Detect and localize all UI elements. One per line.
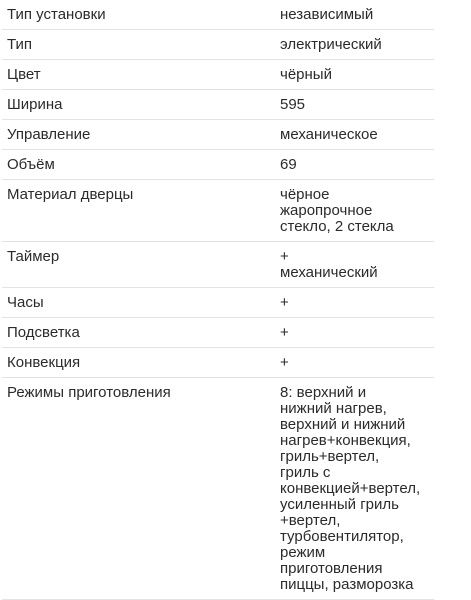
- spec-row-color: [2, 60, 434, 90]
- spec-value: + механический: [280, 248, 378, 281]
- spec-value: независимый: [280, 6, 374, 23]
- spec-value: +: [280, 294, 289, 311]
- spec-value: 69: [280, 156, 297, 173]
- spec-value: +: [280, 354, 289, 371]
- spec-name: Часы: [7, 294, 44, 311]
- spec-name: Режимы приготовления: [7, 384, 171, 401]
- spec-name: Подсветка: [7, 324, 80, 341]
- spec-name: Управление: [7, 126, 91, 143]
- spec-row-door-material: [2, 180, 434, 242]
- spec-name: Тип: [7, 36, 33, 53]
- spec-value: чёрный: [280, 66, 332, 83]
- spec-name: Материал дверцы: [7, 186, 134, 203]
- spec-row-backlight: [2, 318, 434, 348]
- spec-row-timer: [2, 242, 434, 288]
- spec-name: Цвет: [7, 66, 41, 83]
- spec-value: чёрное жаропрочное стекло, 2 стекла: [280, 186, 394, 235]
- spec-row-cooking-modes: [2, 378, 434, 600]
- spec-name: Конвекция: [7, 354, 81, 371]
- spec-row-clock: [2, 288, 434, 318]
- spec-name: Объём: [7, 156, 55, 173]
- spec-row-installation-type: [2, 0, 434, 30]
- spec-name: Таймер: [7, 248, 60, 265]
- spec-row-convection: [2, 348, 434, 378]
- spec-row-width: [2, 90, 434, 120]
- spec-value: 595: [280, 96, 306, 113]
- specs-table: [2, 0, 434, 600]
- spec-value: механическое: [280, 126, 378, 143]
- spec-row-type: [2, 30, 434, 60]
- spec-name: Ширина: [7, 96, 63, 113]
- spec-name: Тип установки: [7, 6, 106, 23]
- spec-value: электрический: [280, 36, 382, 53]
- spec-row-control: [2, 120, 434, 150]
- spec-value: +: [280, 324, 289, 341]
- spec-row-volume: [2, 150, 434, 180]
- spec-value: 8: верхний и нижний нагрев, верхний и нижний нагрев+конвекция, гриль+вертел, гриль с конвекцией+вертел, усиленный гриль +вертел, турбовентилятор, режим приготовления пиццы, разморозка: [280, 384, 421, 593]
